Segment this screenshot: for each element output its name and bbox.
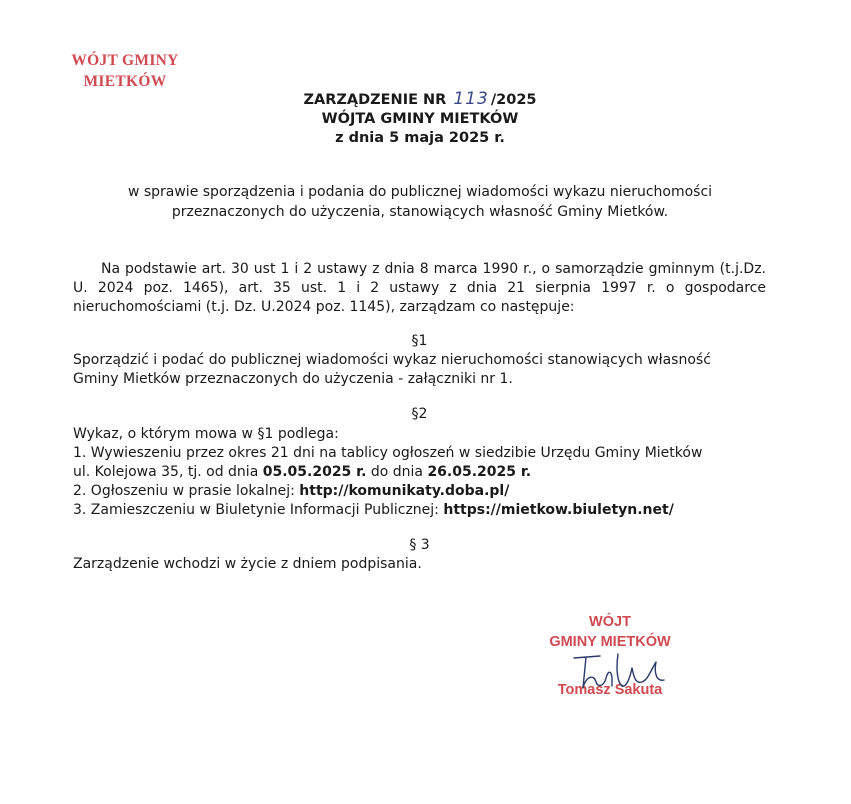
section-2-item-2 [73,482,793,501]
stamp-line: WÓJT [589,614,631,630]
date-to: 26.05.2025 r. [427,464,532,480]
legal-basis-paragraph: Na podstawie art. 30 ust 1 i 2 ustawy z dnia 8 marca 1990 r., o samorządzie gminnym (t.j.Dz. U. 2024 poz. 1465), art. 35 ust. 1 i 2 ustawy z dnia 21 sierpnia 1997 r. o gospodarce nieruchomościami (t.j. Dz. U.2024 poz. 1145), zarządzam co następuje: [73,261,766,315]
stamp-line: WÓJT GMINY [71,52,179,69]
section-1-body [73,351,793,389]
section-1-line: Gminy Mietków przeznaczonych do użyczenia - załączniki nr 1. [73,371,513,387]
item-3-text: 3. Zamieszczeniu w Biuletynie Informacji Publicznej: [73,502,444,518]
dates-prefix: ul. Kolejowa 35, tj. od dnia [73,464,263,480]
section-2-item-3 [73,501,793,520]
section-2-body [73,425,793,520]
section-3-body [73,555,793,574]
dates-middle: do dnia [366,464,428,480]
section-3-text: Zarządzenie wchodzi w życie z dniem podpisania. [73,556,422,572]
section-3-title: § 3 [409,537,430,553]
subject-line: w sprawie sporządzenia i podania do publicznej wiadomości wykazu nieruchomości [127,184,713,200]
section-2-item-1-dates [73,463,793,482]
heading-nr-prefix: ZARZĄDZENIE NR [303,92,452,108]
heading-title [220,90,620,110]
handwritten-number: 113 [453,89,489,109]
document-subject [90,182,750,222]
bip-url: https://mietkow.biuletyn.net/ [443,502,674,518]
press-url: http://komunikaty.doba.pl/ [299,483,510,499]
item-2-text: 2. Ogłoszeniu w prasie lokalnej: [73,483,300,499]
subject-line: przeznaczonych do użyczenia, stanowiących własność Gminy Mietków. [171,204,669,220]
stamp-wojt-gminy [55,50,195,92]
section-2-item-1: 1. Wywieszeniu przez okres 21 dni na tablicy ogłoszeń w siedzibie Urzędu Gminy Mietków [73,445,703,461]
heading-authority: WÓJTA GMINY MIETKÓW [321,111,519,127]
document-heading [220,90,620,148]
stamp-line: GMINY MIETKÓW [549,634,671,650]
stamp-name: Tomasz Sakuta [557,682,663,698]
handwritten-signature [560,648,680,698]
heading-nr-suffix: /2025 [490,92,537,108]
section-1-title: §1 [411,333,428,349]
section-2-title: §2 [411,406,428,422]
heading-date: z dnia 5 maja 2025 r. [335,130,505,146]
stamp-line: MIETKÓW [83,73,167,90]
date-from: 05.05.2025 r. [262,464,367,480]
section-2-intro: Wykaz, o którym mowa w §1 podlega: [73,426,339,442]
section-1-line: Sporządzić i podać do publicznej wiadomości wykaz nieruchomości stanowiących własność [73,352,711,368]
